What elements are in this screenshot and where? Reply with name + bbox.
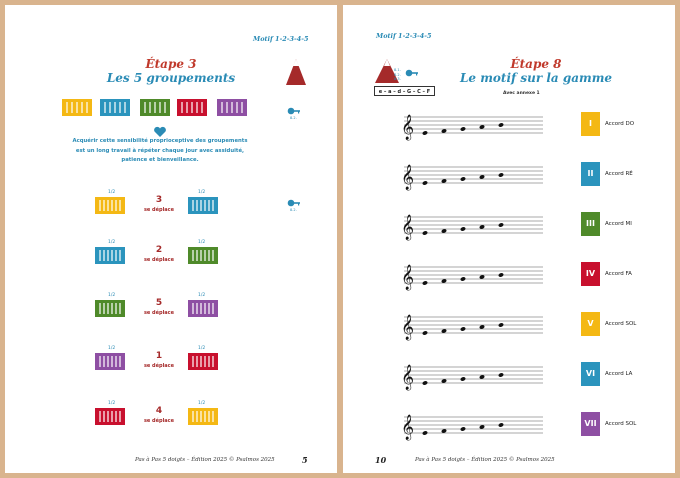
motif-label: Motif 1-2-3-4-5 — [253, 35, 309, 43]
page-number: 5 — [302, 455, 308, 465]
chord-label: Accord RÉ — [605, 171, 633, 177]
move-label: se déplace — [143, 310, 175, 316]
chord-badge: VII — [581, 412, 600, 436]
group-green — [188, 247, 218, 264]
finger-number: 3 — [155, 195, 163, 205]
half-label: 1/2 — [108, 401, 116, 406]
footer: Pas à Pas 5 doigts – Édition 2025 © Psalmos 2025 — [135, 457, 275, 463]
svg-text:𝄞: 𝄞 — [401, 415, 415, 440]
key-icon — [287, 199, 301, 207]
half-label: 1/2 — [198, 346, 206, 351]
music-staff — [398, 111, 543, 141]
group-red — [95, 408, 125, 425]
subtitle: Avec annexe 1 — [503, 91, 540, 96]
finger-number: 2 — [155, 245, 163, 255]
chord-badge: I — [581, 112, 600, 136]
chord-label: Accord FA — [605, 271, 632, 277]
intro-paragraph — [45, 137, 275, 166]
chord-badge: V — [581, 312, 600, 336]
chord-label: Accord LA — [605, 371, 633, 377]
group-green — [140, 99, 170, 116]
half-label: 1/2 — [108, 346, 116, 351]
chord-badge: IV — [581, 262, 600, 286]
music-staff — [398, 361, 543, 391]
group-purple — [217, 99, 247, 116]
paragraph-line: Acquérir cette sensibilité proprioceptive des groupements — [72, 138, 248, 144]
group-red — [177, 99, 207, 116]
chord-label: Accord SOL — [605, 421, 637, 427]
page-5 — [5, 5, 337, 473]
chord-badge: III — [581, 212, 600, 236]
chord-label: Accord MI — [605, 221, 632, 227]
group-yellow — [62, 99, 92, 116]
step-title: Étape 3 — [145, 57, 197, 71]
group-purple — [95, 353, 125, 370]
group-blue — [188, 197, 218, 214]
half-label: 1/2 — [198, 401, 206, 406]
music-staff — [398, 161, 543, 191]
key-label: 8.2. — [290, 208, 297, 212]
motif-label: Motif 1-2-3-4-5 — [376, 32, 432, 40]
music-staff — [398, 261, 543, 291]
step-subtitle: Les 5 groupements — [106, 71, 236, 85]
svg-text:𝄞: 𝄞 — [401, 365, 415, 390]
group-yellow — [95, 197, 125, 214]
group-yellow — [188, 408, 218, 425]
footer: Pas à Pas 5 doigts – Édition 2025 © Psalmos 2025 — [415, 457, 555, 463]
svg-text:𝄞: 𝄞 — [401, 115, 415, 140]
notes-box: e – a – d – G – C – F — [374, 86, 435, 96]
step-subtitle: Le motif sur la gamme — [459, 71, 613, 85]
paragraph-line: est un long travail à répéter chaque jour avec assiduité, — [75, 147, 245, 154]
page-number: 10 — [375, 455, 387, 465]
svg-text:𝄞: 𝄞 — [401, 215, 415, 240]
page-10 — [343, 5, 675, 473]
step-title: Étape 8 — [510, 57, 562, 71]
move-label: se déplace — [143, 363, 175, 369]
half-label: 1/2 — [198, 190, 206, 195]
group-purple — [188, 300, 218, 317]
half-label: 1/2 — [108, 293, 116, 298]
move-label: se déplace — [143, 207, 175, 213]
finger-number: 4 — [155, 406, 163, 416]
group-green — [95, 300, 125, 317]
group-blue — [100, 99, 130, 116]
svg-text:𝄞: 𝄞 — [401, 165, 415, 190]
paragraph-line: patience et bienveillance. — [121, 157, 199, 163]
chord-badge: II — [581, 162, 600, 186]
music-staff — [398, 211, 543, 241]
move-label: se déplace — [143, 257, 175, 263]
svg-text:𝄞: 𝄞 — [401, 265, 415, 290]
key-icon — [287, 107, 301, 115]
half-label: 1/2 — [108, 240, 116, 245]
key-label: 8.2. — [290, 116, 297, 120]
finger-number: 1 — [155, 351, 163, 361]
mountain-icon — [285, 57, 307, 87]
group-red — [188, 353, 218, 370]
half-label: 1/2 — [198, 293, 206, 298]
move-label: se déplace — [143, 418, 175, 424]
chord-label: Accord DO — [605, 121, 635, 127]
icon-label: 8.1. — [394, 68, 401, 72]
group-blue — [95, 247, 125, 264]
icon-label: 8.2. — [394, 72, 401, 77]
svg-text:𝄞: 𝄞 — [401, 315, 415, 340]
chord-badge: VI — [581, 362, 600, 386]
half-label: 1/2 — [108, 190, 116, 195]
icon-label: 8.3. — [394, 77, 401, 81]
half-label: 1/2 — [198, 240, 206, 245]
music-staff — [398, 411, 543, 441]
finger-number: 5 — [155, 298, 163, 308]
music-staff — [398, 311, 543, 341]
chord-label: Accord SOL — [605, 321, 637, 327]
